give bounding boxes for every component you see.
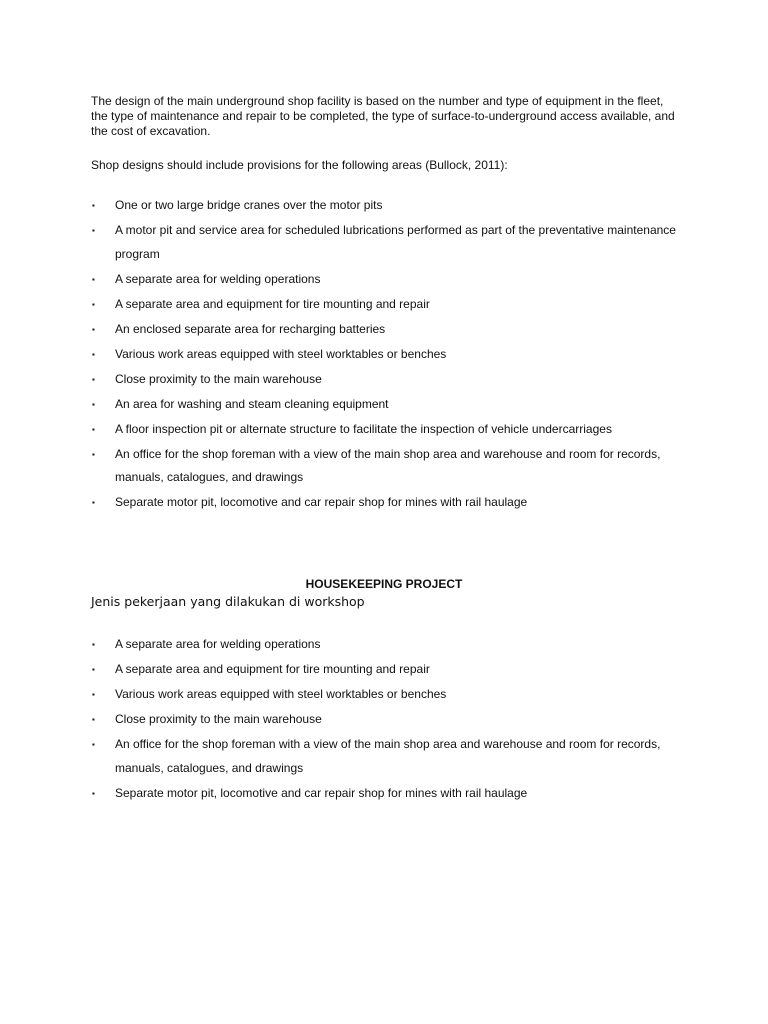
section-title: HOUSEKEEPING PROJECT — [305, 577, 463, 591]
bullet-icon: ▪ — [92, 740, 95, 749]
list-item — [91, 268, 681, 292]
list-item — [91, 194, 681, 218]
provisions-list — [91, 194, 681, 516]
list-item-text: Various work areas equipped with steel worktables or benches — [115, 687, 447, 701]
list-item — [91, 219, 681, 266]
list-item-text: A floor inspection pit or alternate structure to facilitate the inspection of vehicle undercarriages — [115, 421, 612, 436]
bullet-icon: ▪ — [92, 201, 95, 210]
bullet-icon: ▪ — [92, 788, 95, 798]
list-item — [91, 491, 681, 515]
bullet-icon: ▪ — [92, 274, 95, 284]
list-item-text: Separate motor pit, locomotive and car repair shop for mines with rail haulage — [115, 495, 528, 509]
section-subtitle: Jenis pekerjaan yang dilakukan di workshop — [91, 594, 365, 609]
list-item-text: Close proximity to the main warehouse — [115, 712, 322, 726]
list-item — [91, 318, 681, 342]
bullet-icon: ▪ — [92, 424, 95, 434]
list-item-text: An office for the shop foreman with a view of the main shop area and warehouse and room for records, manuals, catalogues, and drawings — [115, 446, 661, 484]
bullet-icon: ▪ — [92, 715, 95, 724]
list-item-text: A separate area and equipment for tire mounting and repair — [115, 662, 430, 676]
bullet-icon: ▪ — [92, 399, 95, 409]
bullet-icon: ▪ — [92, 374, 95, 384]
list-item-text: An office for the shop foreman with a view of the main shop area and warehouse and room for records, manuals, catalogues, and drawings — [115, 737, 661, 775]
list-item-text: A motor pit and service area for scheduled lubrications performed as part of the preventative maintenance program — [115, 223, 676, 261]
bullet-icon: ▪ — [92, 690, 95, 699]
list-item-text: An enclosed separate area for recharging batteries — [115, 321, 386, 336]
bullet-icon: ▪ — [92, 299, 95, 309]
bullet-icon: ▪ — [92, 449, 95, 459]
list-item — [91, 418, 681, 442]
list-item-text: A separate area for welding operations — [115, 637, 321, 651]
list-item — [91, 683, 681, 707]
bullet-icon: ▪ — [92, 640, 95, 649]
list-item-text: Separate motor pit, locomotive and car repair shop for mines with rail haulage — [115, 785, 528, 800]
bullet-icon: ▪ — [92, 324, 95, 334]
list-item — [91, 733, 681, 780]
bullet-icon: ▪ — [92, 349, 95, 359]
bullet-icon: ▪ — [92, 665, 95, 674]
list-item-text: Close proximity to the main warehouse — [115, 371, 322, 386]
list-item — [91, 633, 681, 657]
lead-sentence: Shop designs should include provisions for the following areas (Bullock, 2011): — [91, 158, 508, 172]
list-item-text: A separate area for welding operations — [115, 271, 321, 286]
list-item-text: Various work areas equipped with steel worktables or benches — [115, 346, 447, 361]
list-item — [91, 443, 681, 490]
workshop-list — [91, 633, 681, 807]
list-item — [91, 658, 681, 682]
list-item-text: A separate area and equipment for tire mounting and repair — [115, 296, 430, 311]
list-item — [91, 293, 681, 317]
list-item — [91, 782, 681, 806]
list-item-text: One or two large bridge cranes over the motor pits — [115, 198, 383, 212]
bullet-icon: ▪ — [92, 498, 95, 507]
list-item — [91, 393, 681, 417]
list-item — [91, 708, 681, 732]
list-item — [91, 343, 681, 367]
list-item-text: An area for washing and steam cleaning equipment — [115, 396, 389, 411]
bullet-icon: ▪ — [92, 226, 95, 235]
list-item — [91, 368, 681, 392]
intro-paragraph: The design of the main underground shop facility is based on the number and type of equipment in the fleet, the type of maintenance and repair to be completed, the type of surface-to-underground access available, and the cost of excavation. — [91, 94, 675, 138]
